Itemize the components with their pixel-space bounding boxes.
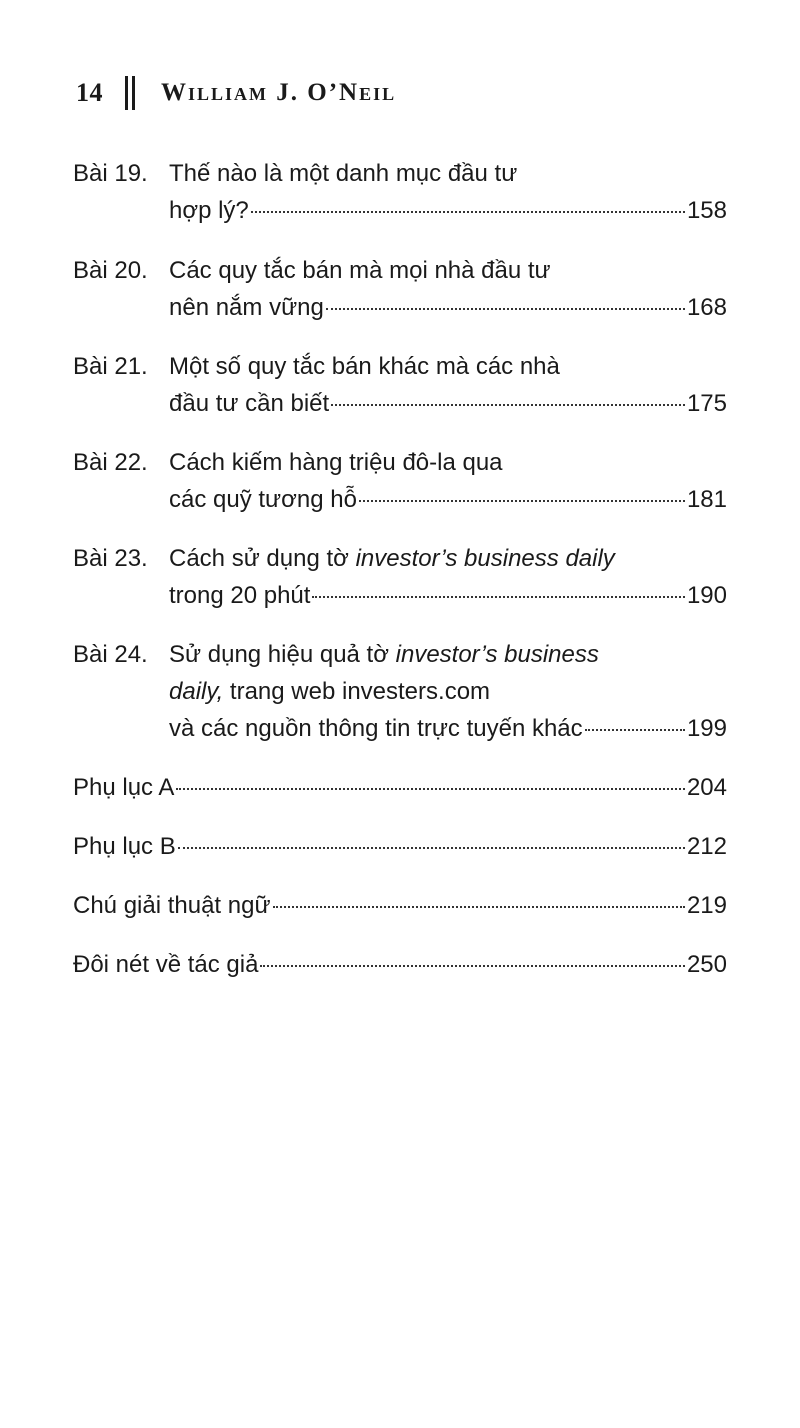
entry-title: Sử dụng hiệu quả tờ investor’s business xyxy=(169,641,599,668)
toc-appendix-b xyxy=(73,828,727,865)
entry-label: Bài 19. xyxy=(73,160,148,187)
appendix-page: 250 xyxy=(686,951,727,978)
newspaper-title: investor’s business daily xyxy=(355,545,615,572)
entry-page: 199 xyxy=(686,715,727,742)
page-number: 14 xyxy=(76,78,103,107)
toc-entry-20 xyxy=(73,252,727,326)
entry-title-end: các quỹ tương hỗ xyxy=(169,486,357,513)
entry-title-end: trong 20 phút xyxy=(169,582,311,609)
entry-page: 175 xyxy=(686,390,727,417)
toc-entry-21 xyxy=(73,348,727,422)
entry-title: Thế nào là một danh mục đầu tư xyxy=(169,160,518,187)
dot-leader xyxy=(260,965,685,967)
entry-label: Bài 22. xyxy=(73,449,148,476)
entry-title: Cách kiếm hàng triệu đô-la qua xyxy=(169,449,503,476)
appendix-page: 219 xyxy=(686,892,727,919)
entry-page: 168 xyxy=(686,294,727,321)
newspaper-title: investor’s business xyxy=(395,641,599,668)
toc-appendix-a xyxy=(73,769,727,806)
toc-entry-19 xyxy=(73,155,727,229)
entry-label: Bài 20. xyxy=(73,257,148,284)
author-name: William J. O’Neil xyxy=(161,79,397,106)
dot-leader xyxy=(585,729,685,731)
appendix-page: 204 xyxy=(686,774,727,801)
dot-leader xyxy=(176,788,685,790)
dot-leader xyxy=(251,211,685,213)
appendix-title: Đôi nét về tác giả xyxy=(73,951,259,978)
dot-leader xyxy=(273,906,685,908)
entry-title-end: hợp lý? xyxy=(169,197,249,224)
dot-leader xyxy=(331,404,685,406)
entry-title: Cách sử dụng tờ investor’s business daily xyxy=(169,545,615,572)
dot-leader xyxy=(178,847,685,849)
dot-leader xyxy=(312,596,685,598)
appendix-title: Chú giải thuật ngữ xyxy=(73,892,271,919)
toc-entry-24 xyxy=(73,636,727,747)
toc-glossary xyxy=(73,887,727,924)
entry-title-end: và các nguồn thông tin trực tuyến khác xyxy=(169,715,583,742)
newspaper-title-end: daily, xyxy=(169,678,224,705)
entry-title-cont: daily, trang web investers.com xyxy=(169,678,491,705)
entry-page: 190 xyxy=(686,582,727,609)
toc-about-author xyxy=(73,946,727,983)
appendix-title: Phụ lục B xyxy=(73,833,176,860)
entry-page: 158 xyxy=(686,197,727,224)
entry-title: Các quy tắc bán mà mọi nhà đầu tư xyxy=(169,257,551,284)
entry-label: Bài 21. xyxy=(73,353,148,380)
header-divider xyxy=(125,76,135,110)
toc-entry-23 xyxy=(73,540,727,614)
entry-label: Bài 24. xyxy=(73,641,148,668)
dot-leader xyxy=(359,500,685,502)
toc-entry-22 xyxy=(73,444,727,518)
entry-page: 181 xyxy=(686,486,727,513)
entry-label: Bài 23. xyxy=(73,545,148,572)
dot-leader xyxy=(326,308,685,310)
entry-title: Một số quy tắc bán khác mà các nhà xyxy=(169,353,560,380)
entry-title-end: nên nắm vững xyxy=(169,294,324,321)
appendix-page: 212 xyxy=(686,833,727,860)
entry-title-end: đầu tư cần biết xyxy=(169,390,330,417)
running-header xyxy=(76,76,396,110)
appendix-title: Phụ lục A xyxy=(73,774,175,801)
